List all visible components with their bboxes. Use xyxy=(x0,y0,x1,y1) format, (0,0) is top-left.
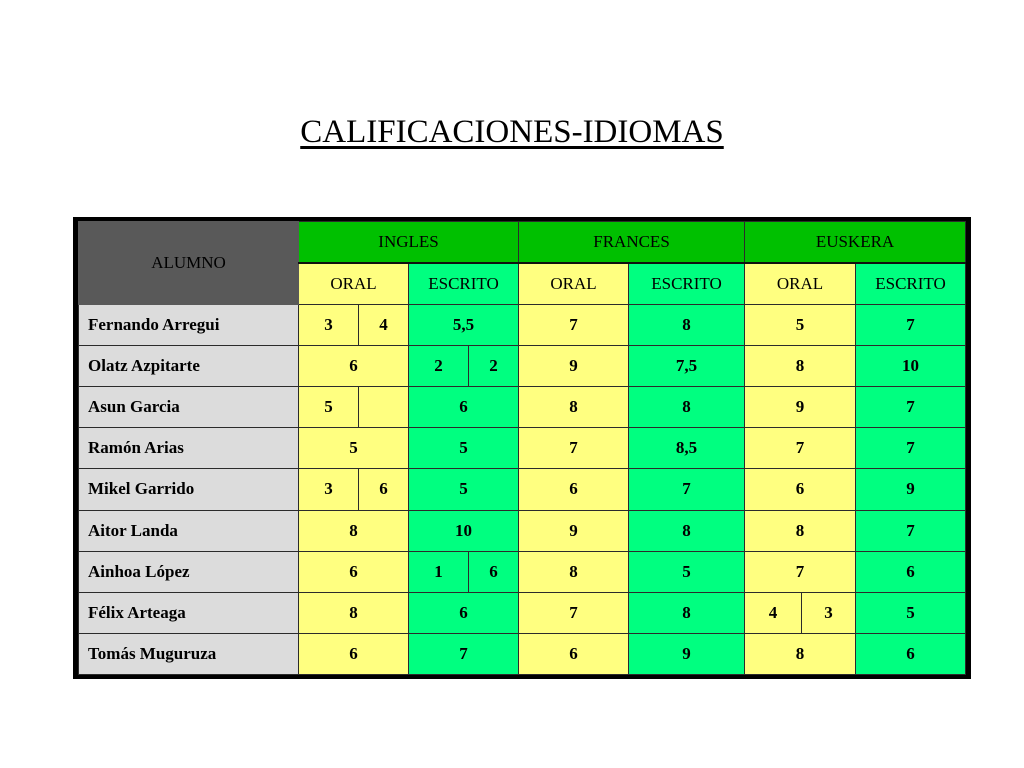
euskera-oral-cell: 7 xyxy=(745,551,856,592)
ingles-escrito-cell: 5 xyxy=(409,469,519,510)
student-name: Tomás Muguruza xyxy=(79,633,299,674)
frances-escrito-cell: 8 xyxy=(629,305,745,346)
ingles-escrito-cell-a: 2 xyxy=(409,346,469,387)
euskera-oral-cell: 9 xyxy=(745,387,856,428)
euskera-oral-cell: 8 xyxy=(745,346,856,387)
euskera-oral-cell-a: 4 xyxy=(745,592,802,633)
frances-oral-cell: 8 xyxy=(519,387,629,428)
student-name: Ramón Arias xyxy=(79,428,299,469)
ingles-escrito-cell: 6 xyxy=(409,592,519,633)
euskera-oral-cell-b: 3 xyxy=(802,592,856,633)
student-name: Fernando Arregui xyxy=(79,305,299,346)
ingles-oral-cell: 6 xyxy=(299,633,409,674)
ingles-oral-cell-a: 5 xyxy=(299,387,359,428)
euskera-escrito-cell: 7 xyxy=(856,510,966,551)
grades-table-frame xyxy=(73,217,971,679)
frances-oral-cell: 6 xyxy=(519,469,629,510)
ingles-oral-cell: 6 xyxy=(299,551,409,592)
ingles-header: INGLES xyxy=(299,222,519,264)
page-title: CALIFICACIONES-IDIOMAS xyxy=(300,114,724,150)
euskera-escrito-cell: 5 xyxy=(856,592,966,633)
euskera-oral-cell: 6 xyxy=(745,469,856,510)
table-row xyxy=(79,346,966,387)
table-row xyxy=(79,387,966,428)
euskera-escrito-cell: 9 xyxy=(856,469,966,510)
euskera-oral-cell: 8 xyxy=(745,633,856,674)
frances-oral-cell: 8 xyxy=(519,551,629,592)
euskera-oral-header: ORAL xyxy=(745,263,856,305)
table-row xyxy=(79,592,966,633)
euskera-escrito-cell: 6 xyxy=(856,551,966,592)
table-row xyxy=(79,633,966,674)
ingles-oral-cell-b: 6 xyxy=(359,469,409,510)
student-name: Aitor Landa xyxy=(79,510,299,551)
frances-oral-cell: 9 xyxy=(519,510,629,551)
frances-oral-cell: 9 xyxy=(519,346,629,387)
euskera-oral-cell: 8 xyxy=(745,510,856,551)
frances-escrito-cell: 8 xyxy=(629,592,745,633)
table-row xyxy=(79,469,966,510)
ingles-oral-cell: 8 xyxy=(299,592,409,633)
ingles-escrito-cell: 5 xyxy=(409,428,519,469)
euskera-oral-cell: 7 xyxy=(745,428,856,469)
euskera-escrito-cell: 10 xyxy=(856,346,966,387)
ingles-escrito-cell-a: 1 xyxy=(409,551,469,592)
frances-oral-cell: 7 xyxy=(519,592,629,633)
euskera-header: EUSKERA xyxy=(745,222,966,264)
euskera-escrito-cell: 6 xyxy=(856,633,966,674)
ingles-oral-cell: 5 xyxy=(299,428,409,469)
table-row xyxy=(79,305,966,346)
frances-escrito-cell: 7 xyxy=(629,469,745,510)
frances-escrito-cell: 5 xyxy=(629,551,745,592)
ingles-oral-cell-a: 3 xyxy=(299,305,359,346)
frances-escrito-cell: 9 xyxy=(629,633,745,674)
student-name: Asun Garcia xyxy=(79,387,299,428)
table-row xyxy=(79,551,966,592)
frances-escrito-header: ESCRITO xyxy=(629,263,745,305)
frances-oral-cell: 6 xyxy=(519,633,629,674)
euskera-escrito-header: ESCRITO xyxy=(856,263,966,305)
student-name: Mikel Garrido xyxy=(79,469,299,510)
student-name: Olatz Azpitarte xyxy=(79,346,299,387)
grades-table xyxy=(78,221,966,675)
language-header-row xyxy=(79,222,966,264)
frances-oral-header: ORAL xyxy=(519,263,629,305)
frances-escrito-cell: 8 xyxy=(629,387,745,428)
ingles-escrito-cell-b: 2 xyxy=(469,346,519,387)
ingles-escrito-cell: 7 xyxy=(409,633,519,674)
ingles-escrito-cell: 5,5 xyxy=(409,305,519,346)
ingles-oral-header: ORAL xyxy=(299,263,409,305)
ingles-oral-cell-a: 3 xyxy=(299,469,359,510)
euskera-escrito-cell: 7 xyxy=(856,428,966,469)
ingles-escrito-cell: 6 xyxy=(409,387,519,428)
ingles-oral-cell: 6 xyxy=(299,346,409,387)
frances-escrito-cell: 8 xyxy=(629,510,745,551)
ingles-oral-cell: 8 xyxy=(299,510,409,551)
student-name: Ainhoa López xyxy=(79,551,299,592)
student-name: Félix Arteaga xyxy=(79,592,299,633)
ingles-escrito-cell: 10 xyxy=(409,510,519,551)
frances-oral-cell: 7 xyxy=(519,428,629,469)
table-row xyxy=(79,428,966,469)
frances-escrito-cell: 7,5 xyxy=(629,346,745,387)
ingles-escrito-header: ESCRITO xyxy=(409,263,519,305)
ingles-oral-cell-b xyxy=(359,387,409,428)
euskera-oral-cell: 5 xyxy=(745,305,856,346)
alumno-header: ALUMNO xyxy=(79,222,299,305)
euskera-escrito-cell: 7 xyxy=(856,305,966,346)
euskera-escrito-cell: 7 xyxy=(856,387,966,428)
frances-header: FRANCES xyxy=(519,222,745,264)
ingles-oral-cell-b: 4 xyxy=(359,305,409,346)
frances-oral-cell: 7 xyxy=(519,305,629,346)
table-row xyxy=(79,510,966,551)
frances-escrito-cell: 8,5 xyxy=(629,428,745,469)
ingles-escrito-cell-b: 6 xyxy=(469,551,519,592)
